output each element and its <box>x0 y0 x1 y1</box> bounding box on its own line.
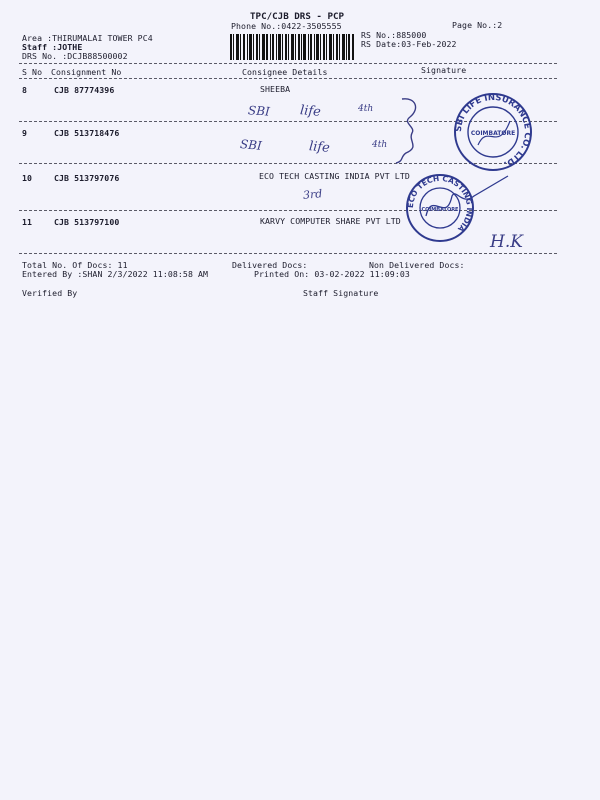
column-header-sno: S No <box>22 67 43 77</box>
divider <box>19 253 557 254</box>
column-header-signature: Signature <box>421 65 467 75</box>
barcode <box>230 34 354 60</box>
row-sno: 11 <box>22 217 33 227</box>
staff-signature: Staff Signature <box>303 288 379 298</box>
eco-stamp-ring-text: ECO TECH CASTING INDIA <box>405 173 475 234</box>
row-consignment: CJB 513797100 <box>54 217 120 227</box>
sbi-stamp-ring-text: SBI LIFE INSURANCE CO. LTD. <box>453 93 533 169</box>
row-consignment: CJB 87774396 <box>54 85 115 95</box>
page-number: Page No.:2 <box>452 20 503 30</box>
entered-by: Entered By :SHAN 2/3/2022 11:08:58 AM <box>22 269 209 279</box>
total-docs: Total No. Of Docs: 11 <box>22 260 128 270</box>
row-sno: 10 <box>22 173 33 183</box>
non-delivered-docs: Non Delivered Docs: <box>369 260 465 270</box>
handwriting-initials: H.K <box>490 232 523 252</box>
rs-number: RS No.:885000 <box>361 30 427 40</box>
divider <box>19 78 557 79</box>
handwriting-life: life <box>308 139 331 156</box>
printed-on: Printed On: 03-02-2022 11:09:03 <box>254 269 410 279</box>
document-title: TPC/CJB DRS - PCP <box>250 11 345 22</box>
row-consignee: KARVY COMPUTER SHARE PVT LTD <box>260 216 401 226</box>
rs-date: RS Date:03-Feb-2022 <box>361 39 457 49</box>
eco-stamp-center-text: COIMBATORE <box>421 207 459 213</box>
handwriting-floor: 4th <box>372 140 388 150</box>
handwriting-floor: 3rd <box>302 187 323 202</box>
eco-tech-stamp <box>404 166 514 246</box>
row-consignment: CJB 513718476 <box>54 128 120 138</box>
column-header-consignee: Consignee Details <box>242 67 328 77</box>
handwritten-brace <box>390 95 430 165</box>
area-label: Area :THIRUMALAI TOWER PC4 <box>22 33 153 43</box>
divider <box>19 63 557 64</box>
handwriting-life: life <box>299 103 322 120</box>
sbi-life-stamp <box>448 93 538 171</box>
row-consignee: SHEEBA <box>260 84 291 94</box>
row-consignee: ECO TECH CASTING INDIA PVT LTD <box>259 171 410 181</box>
staff-label: Staff :JOTHE <box>22 42 83 52</box>
verified-by: Verified By <box>22 288 78 298</box>
row-sno: 9 <box>22 128 28 138</box>
column-header-consignment: Consignment No <box>51 67 122 77</box>
row-sno: 8 <box>22 85 28 95</box>
handwriting-sbi: SBI <box>239 137 263 153</box>
phone-number: Phone No.:0422-3505555 <box>231 21 342 31</box>
handwriting-floor: 4th <box>358 104 374 114</box>
row-consignment: CJB 513797076 <box>54 173 120 183</box>
handwriting-sbi: SBI <box>247 103 271 119</box>
drs-number: DRS No. :DCJB88500002 <box>22 51 128 61</box>
sbi-stamp-center-text: COIMBATORE <box>470 130 516 137</box>
delivered-docs: Delivered Docs: <box>232 260 308 270</box>
